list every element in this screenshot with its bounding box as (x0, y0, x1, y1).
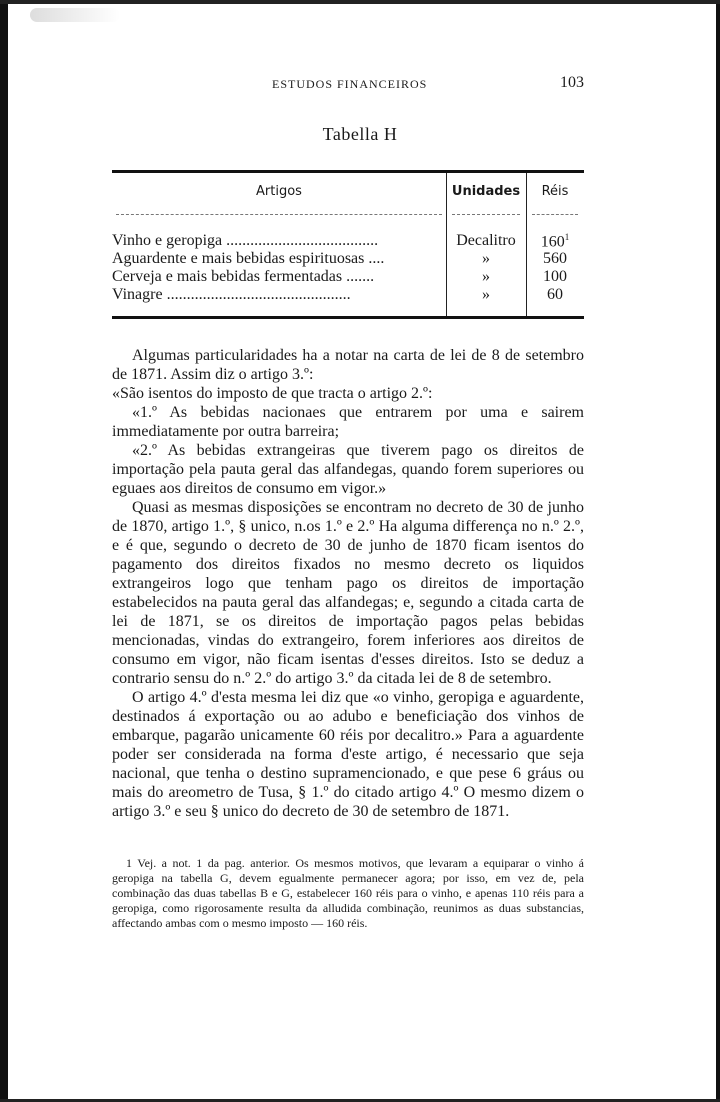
table-row (112, 232, 584, 252)
body-text (112, 346, 584, 821)
quotation-paragraph: «2.º As bebidas extrangeiras que tiverem pago os direitos de importação pela pauta geral das alfandegas, quando forem superiores ou eguaes aos direitos de consumo em vigor.» (112, 442, 584, 497)
tariff-table (112, 170, 584, 322)
running-title: ESTUDOS FINANCEIROS (272, 77, 428, 91)
page-number: 103 (560, 74, 584, 91)
paragraph: Algumas particularidades ha a notar na carta de lei de 8 de setembro de 1871. Assim diz o artigo 3.º: (112, 347, 584, 383)
scan-border-left (0, 0, 8, 1102)
cell-reis: 60 (547, 286, 563, 303)
cell-reis: 560 (543, 250, 567, 267)
quotation-paragraph: «São isentos do imposto de que tracta o artigo 2.º: (112, 385, 433, 402)
table-title: Tabella H (322, 124, 398, 144)
table-row (112, 286, 584, 306)
header-underline (452, 214, 520, 215)
cell-unidade: » (482, 286, 490, 303)
footnote-ref: 1 (564, 232, 570, 242)
footnote (112, 856, 584, 931)
quotation-paragraph: «1.º As bebidas nacionaes que entrarem por uma e sairem immediatamente por outra barreira; (112, 404, 584, 440)
cell-artigo: Cerveja e mais bebidas fermentadas ....... (112, 268, 375, 285)
paragraph: O artigo 4.º d'esta mesma lei diz que «o vinho, geropiga e aguardente, destinados á exportação ou ao adubo e beneficiação dos vinhos de embarque, pagarão unicamente 60 réis por decalitro.» Para a aguardente poder ser considerada na forma d'este artigo, é necessario que seja nacional, que tenha o destino supramencionado, e que pese 6 gráus ou mais do areometro de Tusa, § 1.º do citado artigo 4.º O mesmo dizem o artigo 3.º e seu § unico do decreto de 30 de setembro de 1871. (112, 689, 584, 820)
header-underline (532, 214, 578, 215)
cell-unidade: » (482, 268, 490, 285)
table-top-rule (112, 170, 584, 173)
table-row (112, 268, 584, 288)
header-unidades: Unidades (451, 184, 521, 199)
scan-border-top (0, 0, 720, 4)
cell-unidade: » (482, 250, 490, 267)
table-row (112, 250, 584, 270)
cell-artigo: Aguardente e mais bebidas espirituosas .... (112, 250, 385, 267)
header-artigos: Artigos (256, 184, 302, 199)
footnote-text: 1 Vej. a not. 1 da pag. anterior. Os mesmos motivos, que levaram a equiparar o vinho á geropiga na tabella G, devem egualmente permanecer agora; por isso, em vez de, pela combinação das duas tabellas B e G, estabelecer 160 réis para o vinho, e apenas 110 réis para a geropiga, como rigorosamente resulta da alludida combinação, reunimos as duas substancias, affectando ambas com o mesmo imposto — 160 réis. (112, 856, 584, 930)
header-reis: Réis (541, 184, 569, 199)
cell-reis: 100 (543, 268, 567, 285)
header-underline (116, 214, 442, 215)
cell-reis: $160^1$ (540, 232, 570, 251)
cell-artigo: Vinagre .............................................. (112, 286, 351, 303)
paragraph: Quasi as mesmas disposições se encontram no decreto de 30 de junho de 1870, artigo 1.º, § unico, n.os 1.º e 2.º Ha alguma differença no n.º 2.º, e é que, segundo o decreto de 30 de junho de 1870 ficam isentos do pagamento dos direitos fixados no mesmo decreto os liquidos extrangeiros logo que tenham pago os direitos de importação estabelecidos na pauta geral das alfandegas; e, segundo a citada carta de lei de 1871, se os direitos de importação pagos pelas bebidas mencionadas, vindas do extrangeiro, forem inferiores aos direitos de consumo em vigor, não ficam isentas d'esses direitos. Isto se deduz a contrario sensu do n.º 2.º do artigo 3.º da citada lei de 8 de setembro. (112, 499, 584, 687)
scan-smudge (30, 8, 120, 22)
scan-border-right (716, 0, 720, 1102)
cell-artigo: Vinho e geropiga ...................................... (112, 232, 379, 249)
cell-unidade: Decalitro (456, 232, 516, 249)
running-head (112, 74, 584, 96)
table-bottom-rule (112, 316, 584, 319)
